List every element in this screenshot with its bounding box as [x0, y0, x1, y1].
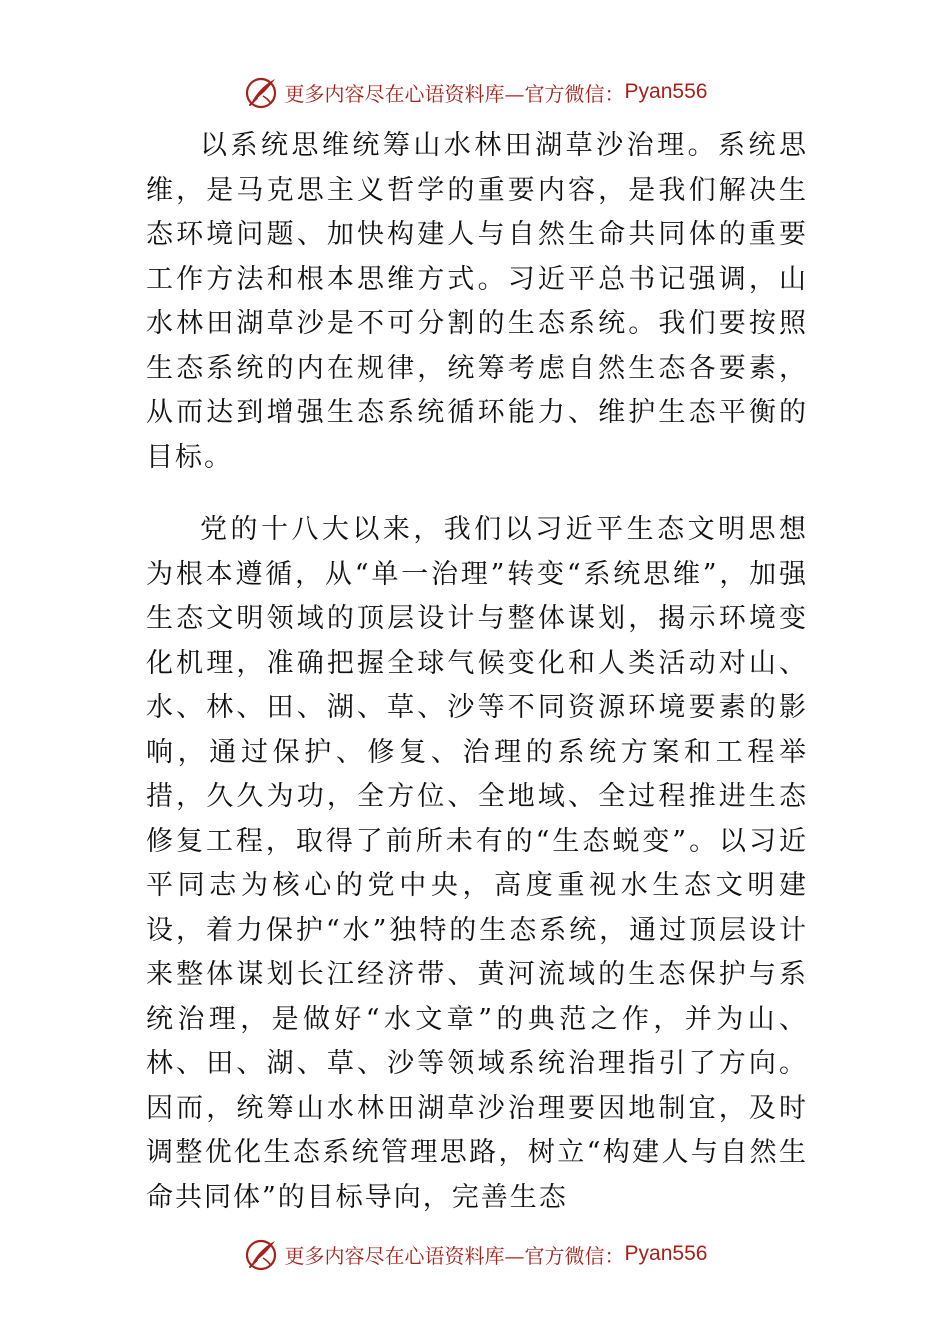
watermark-text: 更多内容尽在心语资料库—官方微信： — [284, 81, 625, 106]
paragraph-2: 党的十八大以来，我们以习近平生态文明思想为根本遵循，从“单一治理”转变“系统思维”，加强生态文明领域的顶层设计与整体谋划，揭示环境变化机理，准确把握全球气候变化和人类活动对山、水、林、田、湖、草、沙等不同资源环境要素的影响，通过保护、修复、治理的系统方案和工程举措，久久为功，全方位、全地域、全过程推进生态修复工程，取得了前所未有的“生态蜕变”。以习近平同志为核心的党中央，高度重视水生态文明建设，着力保护“水”独特的生态系统，通过顶层设计来整体谋划长江经济带、黄河流域的生态保护与系统治理，是做好“水文章”的典范之作，并为山、林、田、湖、草、沙等领域系统治理指引了方向。因而，统筹山水林田湖草沙治理要因地制宜，及时调整优化生态系统管理思路，树立“构建人与自然生命共同体”的目标导向，完善生态 — [146, 514, 808, 1213]
footer-watermark — [0, 1232, 950, 1276]
paragraph-1: 以系统思维统筹山水林田湖草沙治理。系统思维，是马克思主义哲学的重要内容，是我们解决生态环境问题、加快构建人与自然生命共同体的重要工作方法和根本思维方式。习近平总书记强调，山水林田湖草沙是不可分割的生态系统。我们要按照生态系统的内在规律，统筹考虑自然生态各要素，从而达到增强生态系统循环能力、维护生态平衡的目标。 — [146, 130, 808, 473]
header-watermark — [0, 70, 950, 114]
watermark-handle: Pyan556 — [624, 80, 708, 103]
feather-quill-logo — [243, 1236, 279, 1272]
watermark-text: 更多内容尽在心语资料库—官方微信： — [284, 1243, 625, 1268]
feather-quill-logo — [243, 74, 279, 110]
watermark-handle: Pyan556 — [624, 1242, 708, 1265]
document-body — [146, 124, 808, 1220]
